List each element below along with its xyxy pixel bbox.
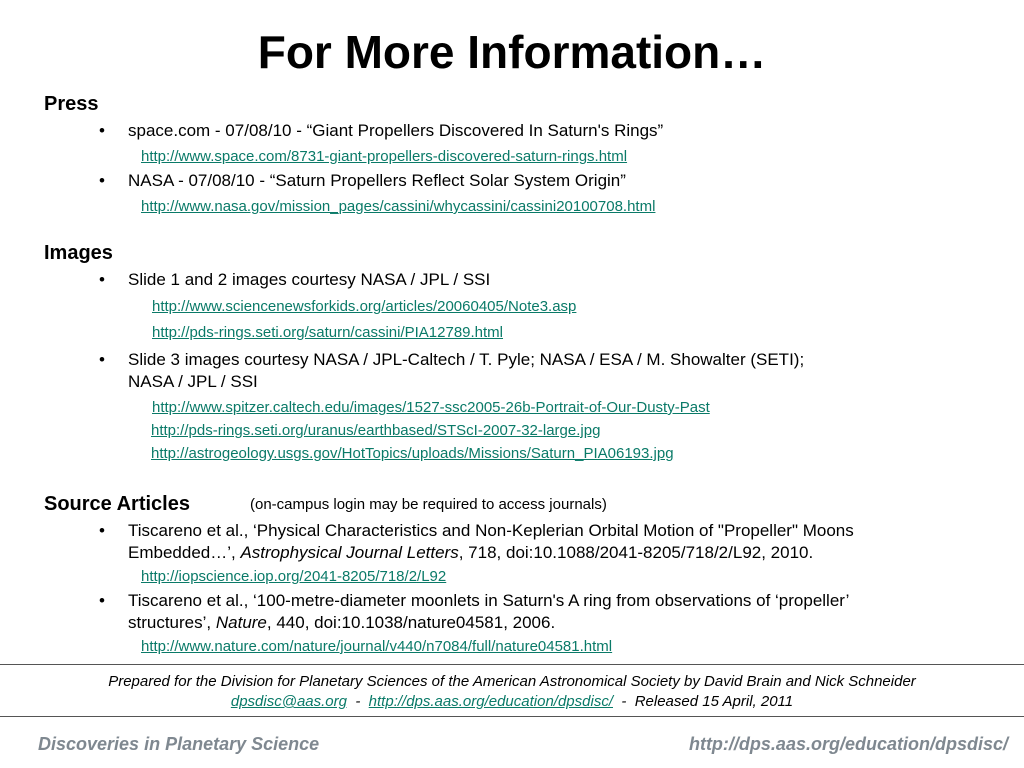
bullet-icon: • [99,270,105,289]
press-heading: Press [44,93,99,115]
footer-top-divider [0,664,1024,665]
images-item-1 [99,269,491,291]
press-link-nasa[interactable]: http://www.nasa.gov/mission_pages/cassini/whycassini/cassini20100708.html [141,198,656,215]
footer-bottom-divider [0,716,1024,717]
sources-item-2-line2 [128,612,555,634]
sources-item-1 [99,520,854,542]
citation-suffix: , 440, doi:10.1038/nature04581, 2006. [266,613,556,632]
press-link-space[interactable]: http://www.space.com/8731-giant-propellers-discovered-saturn-rings.html [141,148,628,165]
citation-prefix: structures’, [128,613,216,632]
sources-item-1-line1: Tiscareno et al., ‘Physical Characteristics and Non-Keplerian Orbital Motion of "Propeller" Moons [128,521,854,540]
bullet-icon: • [99,350,105,369]
sources-item-2 [99,590,850,612]
sources-link-nature[interactable]: http://www.nature.com/nature/journal/v440/n7084/full/nature04581.html [141,638,613,655]
footer-prepared: Prepared for the Division for Planetary Sciences of the American Astronomical Society by David Brain and Nick Schneider [108,673,916,690]
footer-email-link[interactable]: dpsdisc@aas.org [230,693,347,710]
images-item-2-text-line2: NASA / JPL / SSI [128,372,258,391]
bullet-icon: • [99,121,105,140]
sources-item-2-line1: Tiscareno et al., ‘100-metre-diameter moonlets in Saturn's A ring from observations of ‘propeller’ [128,591,850,610]
sources-link-iop[interactable]: http://iopscience.iop.org/2041-8205/718/2/L92 [141,568,447,585]
bullet-icon: • [99,521,105,540]
footer-separator: - [355,693,361,710]
images-link-sciencenews[interactable]: http://www.sciencenewsforkids.org/articles/20060405/Note3.asp [152,298,577,315]
press-item-2 [99,170,626,192]
footer-released: Released 15 April, 2011 [634,693,794,710]
footer-separator: - [621,693,627,710]
bullet-icon: • [99,171,105,190]
images-link-spitzer[interactable]: http://www.spitzer.caltech.edu/images/1527-ssc2005-26b-Portrait-of-Our-Dusty-Past [152,399,710,416]
images-link-pds-uranus[interactable]: http://pds-rings.seti.org/uranus/earthbased/STScI-2007-32-large.jpg [151,422,601,439]
series-name: Discoveries in Planetary Science [38,734,320,754]
series-url: http://dps.aas.org/education/dpsdisc/ [688,734,1008,754]
footer-url-link[interactable]: http://dps.aas.org/education/dpsdisc/ [368,693,613,710]
sources-note: (on-campus login may be required to access journals) [250,496,607,513]
bullet-icon: • [99,591,105,610]
journal-name: Astrophysical Journal Letters [240,543,459,562]
footer-links [0,692,1024,712]
images-item-2 [99,349,805,371]
press-item-2-text: NASA - 07/08/10 - “Saturn Propellers Reflect Solar System Origin” [128,171,626,190]
images-item-1-text: Slide 1 and 2 images courtesy NASA / JPL / SSI [128,270,491,289]
citation-suffix: , 718, doi:10.1088/2041-8205/718/2/L92, 2010. [458,543,814,562]
images-link-usgs[interactable]: http://astrogeology.usgs.gov/HotTopics/uploads/Missions/Saturn_PIA06193.jpg [151,445,674,462]
images-heading: Images [44,242,113,264]
images-item-2-text-line1: Slide 3 images courtesy NASA / JPL-Caltech / T. Pyle; NASA / ESA / M. Showalter (SETI); [128,350,805,369]
images-link-pds-saturn[interactable]: http://pds-rings.seti.org/saturn/cassini/PIA12789.html [152,324,504,341]
sources-heading: Source Articles [44,493,190,515]
journal-name: Nature [215,613,267,632]
page-title: For More Information… [257,26,767,78]
citation-prefix: Embedded…’, [128,543,241,562]
press-item-1-text: space.com - 07/08/10 - “Giant Propellers Discovered In Saturn's Rings” [128,121,664,140]
sources-item-1-line2 [128,542,813,564]
press-item-1 [99,120,664,142]
